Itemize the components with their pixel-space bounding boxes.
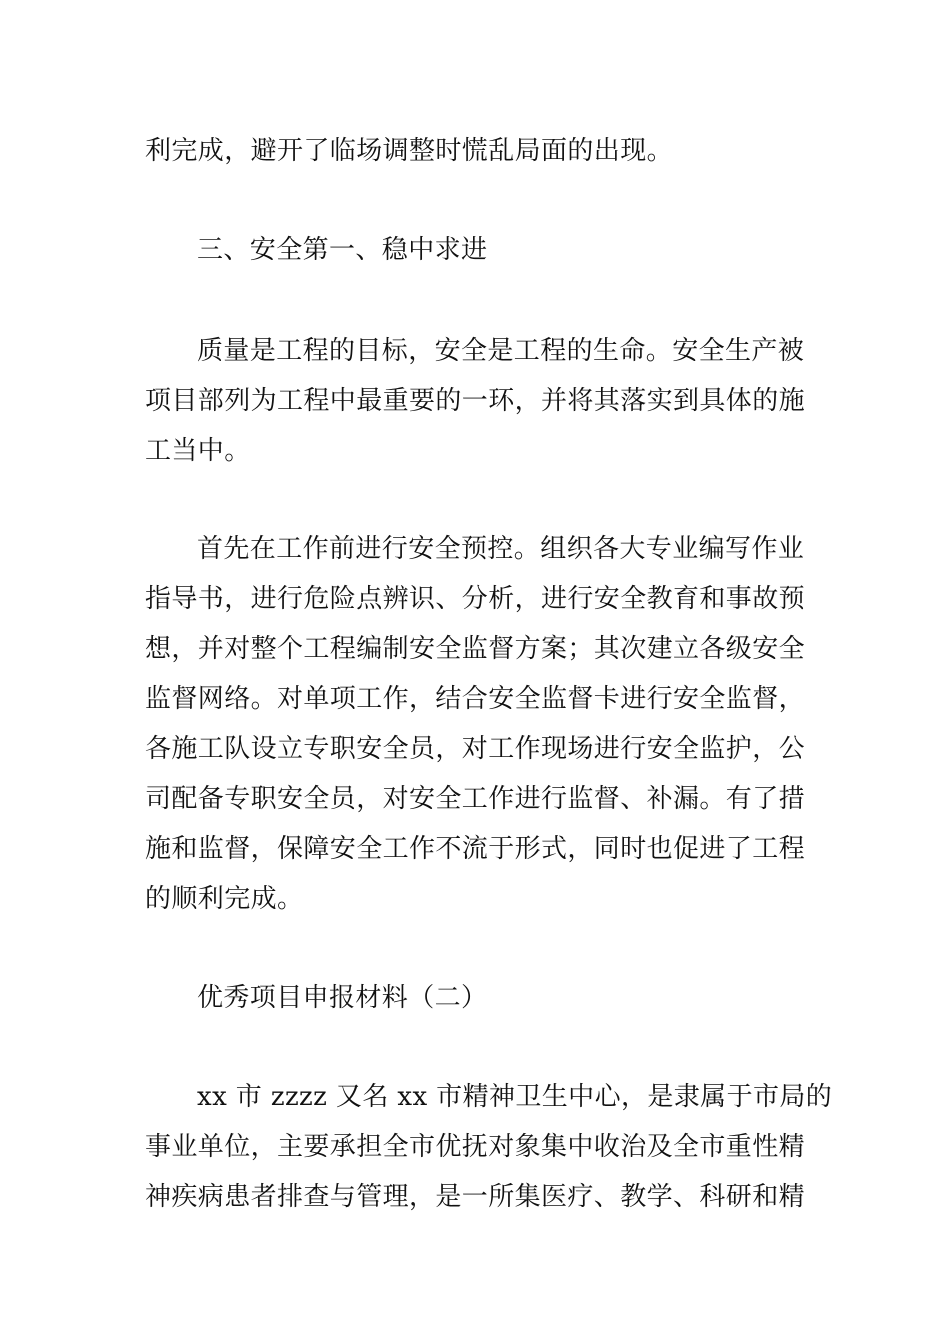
paragraph-line: 司配备专职安全员，对安全工作进行监督、补漏。有了措 (145, 784, 806, 814)
paragraph-line: 神疾病患者排查与管理，是一所集医疗、教学、科研和精 (145, 1182, 806, 1212)
paragraph-line: 想，并对整个工程编制安全监督方案；其次建立各级安全 (145, 634, 806, 664)
paragraph-line: 首先在工作前进行安全预控。组织各大专业编写作业 (197, 534, 805, 564)
paragraph-line: 质量是工程的目标，安全是工程的生命。安全生产被 (197, 336, 805, 366)
paragraph-line: 事业单位，主要承担全市优抚对象集中收治及全市重性精 (145, 1132, 806, 1162)
paragraph-line: 各施工队设立专职安全员，对工作现场进行安全监护，公 (145, 734, 806, 764)
paragraph-line: 的顺利完成。 (145, 884, 304, 914)
paragraph-continuation: 利完成，避开了临场调整时慌乱局面的出现。 (145, 136, 674, 166)
paragraph-line: 工当中。 (145, 436, 251, 466)
paragraph-line: 监督网络。对单项工作，结合安全监督卡进行安全监督， (145, 684, 806, 714)
paragraph-line: 项目部列为工程中最重要的一环，并将其落实到具体的施 (145, 386, 806, 416)
section-heading: 三、安全第一、稳中求进 (197, 235, 488, 265)
paragraph-line: 指导书，进行危险点辨识、分析，进行安全教育和事故预 (145, 584, 806, 614)
paragraph-line: 施和监督，保障安全工作不流于形式，同时也促进了工程 (145, 834, 806, 864)
section-heading: 优秀项目申报材料（二） (197, 983, 488, 1013)
paragraph-line: xx 市 zzzz 又名 xx 市精神卫生中心，是隶属于市局的 (197, 1082, 833, 1112)
